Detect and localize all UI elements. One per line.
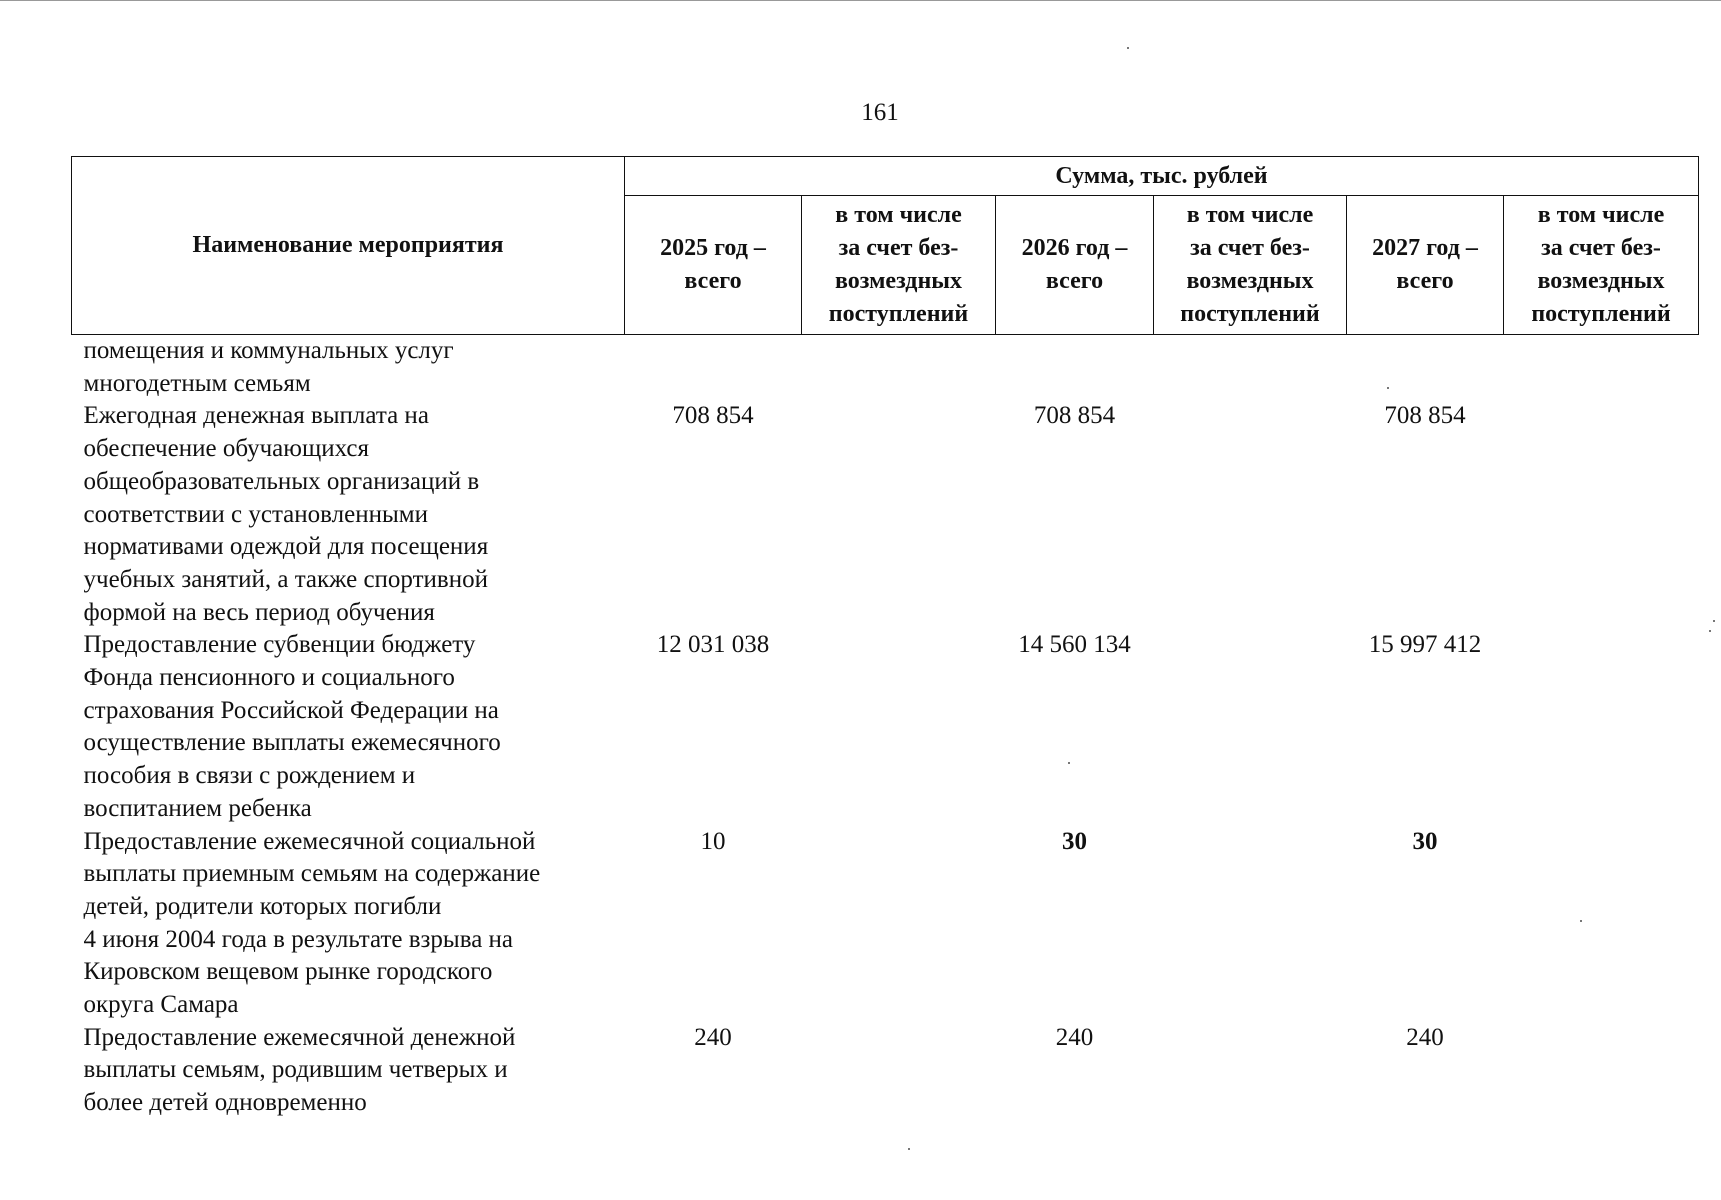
value-2027-gratuitous <box>1504 400 1699 629</box>
value-2027-gratuitous <box>1504 1022 1699 1120</box>
row-name-line: учебных занятий, а также спортивной <box>83 565 488 593</box>
value-2027: 30 <box>1412 827 1438 855</box>
header-line: за счет без- <box>1541 235 1661 261</box>
value-2026-gratuitous <box>1154 335 1347 401</box>
page-number: 161 <box>861 99 899 126</box>
header-2027-total <box>1347 196 1504 335</box>
value-2025: 10 <box>700 827 726 855</box>
row-name-line: Предоставление ежемесячной денежной <box>83 1023 516 1051</box>
header-2027-gratuitous <box>1504 196 1699 335</box>
value-2026-gratuitous <box>1154 629 1347 825</box>
value-2026: 240 <box>1055 1023 1094 1051</box>
table-row <box>72 400 1699 629</box>
row-name-line: обеспечение обучающихся <box>83 435 369 463</box>
table-row <box>72 826 1699 1022</box>
value-2026 <box>996 335 1154 401</box>
value-2026-gratuitous <box>1154 826 1347 1022</box>
value-2025: 240 <box>694 1023 732 1051</box>
scan-speck <box>1068 762 1070 764</box>
value-2025 <box>625 335 802 401</box>
header-line: 2027 год – <box>1372 235 1478 261</box>
row-name-line: выплаты приемным семьям на содержание <box>83 860 541 888</box>
value-2025-gratuitous <box>802 335 996 401</box>
row-name-line: более детей одновременно <box>83 1089 367 1117</box>
scan-speck <box>908 1148 910 1150</box>
row-name-line: детей, родители которых погибли <box>83 892 442 920</box>
row-name-line: Кировском вещевом рынке городского <box>83 958 493 986</box>
value-2027-gratuitous <box>1504 335 1699 401</box>
scan-top-edge <box>0 0 1721 1</box>
value-2027 <box>1347 335 1504 401</box>
header-line: в том числе <box>835 202 962 228</box>
row-name-line: страхования Российской Федерации на <box>83 696 499 724</box>
scan-speck <box>1713 620 1715 622</box>
row-name-line: пособия в связи с рождением и <box>83 762 416 790</box>
row-name-line: Фонда пенсионного и социального <box>83 664 455 692</box>
table-row <box>72 335 1699 401</box>
header-2025-gratuitous <box>802 196 996 335</box>
header-2026-gratuitous <box>1154 196 1347 335</box>
header-line: всего <box>684 268 742 294</box>
row-name-line: нормативами одеждой для посещения <box>83 533 489 561</box>
header-line: за счет без- <box>838 235 959 261</box>
header-line: в том числе <box>1186 202 1314 228</box>
header-line: за счет без- <box>1190 235 1310 261</box>
value-2027-gratuitous <box>1504 629 1699 825</box>
scan-speck <box>1709 630 1711 632</box>
value-2025: 12 031 038 <box>656 631 770 659</box>
header-2025-total <box>625 196 802 335</box>
row-name-cell <box>72 826 625 1022</box>
value-2026: 30 <box>1062 827 1087 855</box>
value-2027: 708 854 <box>1384 402 1466 430</box>
scan-speck <box>1387 387 1389 389</box>
row-name-line: выплаты семьям, родившим четверых и <box>83 1056 508 1084</box>
value-2026-gratuitous <box>1154 1022 1347 1120</box>
value-2025-gratuitous <box>802 400 996 629</box>
row-name-line: воспитанием ребенка <box>83 794 312 822</box>
scan-speck <box>1127 47 1129 49</box>
row-name-line: формой на весь период обучения <box>83 598 435 626</box>
value-2026: 708 854 <box>1033 402 1116 430</box>
row-name-line: Ежегодная денежная выплата на <box>83 402 429 430</box>
value-2025-gratuitous <box>802 629 996 825</box>
value-2025-gratuitous <box>802 826 996 1022</box>
row-name-line: помещения и коммунальных услуг <box>83 337 454 364</box>
scan-speck <box>1580 920 1582 922</box>
row-name-line: Предоставление субвенции бюджету <box>83 631 476 659</box>
row-name-line: 4 июня 2004 года в результате взрыва на <box>83 925 514 953</box>
table-body <box>72 335 1699 1120</box>
value-2026-gratuitous <box>1154 400 1347 629</box>
row-name-line: соответствии с установленными <box>83 500 428 528</box>
header-line: 2025 год – <box>660 235 766 261</box>
header-line: 2026 год – <box>1021 235 1128 261</box>
header-name-column: Наименование мероприятия <box>72 157 625 335</box>
row-name-cell <box>72 1022 625 1120</box>
header-line: возмездных <box>1537 268 1665 294</box>
header-line: возмездных <box>834 268 963 294</box>
value-2025-gratuitous <box>802 1022 996 1120</box>
table-row <box>72 1022 1699 1120</box>
value-2027: 15 997 412 <box>1368 631 1482 659</box>
row-name-line: осуществление выплаты ежемесячного <box>83 729 501 757</box>
header-line: всего <box>1396 268 1454 294</box>
row-name-cell <box>72 400 625 629</box>
row-name-line: многодетным семьям <box>83 369 311 397</box>
header-sum-group: Сумма, тыс. рублей <box>625 157 1699 196</box>
value-2026: 14 560 134 <box>1018 631 1131 659</box>
row-name-cell <box>72 629 625 825</box>
budget-table <box>71 156 1699 1120</box>
header-line: возмездных <box>1186 268 1314 294</box>
row-name-cell <box>72 335 625 401</box>
row-name-line: общеобразовательных организаций в <box>83 467 480 495</box>
table-row <box>72 629 1699 825</box>
value-2027: 240 <box>1406 1023 1444 1051</box>
value-2025: 708 854 <box>672 402 754 430</box>
header-2026-total <box>996 196 1154 335</box>
header-line: поступлений <box>1531 301 1671 327</box>
header-line: поступлений <box>1180 301 1320 327</box>
header-line: поступлений <box>828 301 969 327</box>
row-name-line: Предоставление ежемесячной социальной <box>83 827 536 855</box>
row-name-line: округа Самара <box>83 991 239 1019</box>
table-header <box>72 157 1699 335</box>
header-line: в том числе <box>1537 202 1665 228</box>
header-line: всего <box>1045 268 1104 294</box>
value-2027-gratuitous <box>1504 826 1699 1022</box>
